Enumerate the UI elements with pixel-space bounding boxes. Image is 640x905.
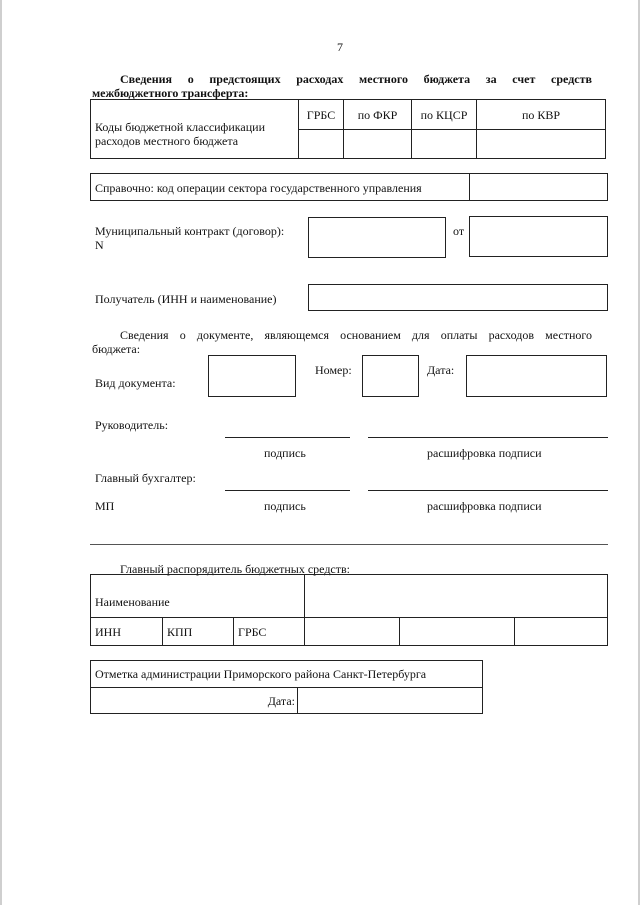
admin-mark-table bbox=[90, 660, 483, 714]
column-header-grbs: ГРБС bbox=[299, 100, 344, 130]
page-number: 7 bbox=[337, 40, 343, 54]
reference-code-field[interactable] bbox=[470, 174, 607, 200]
document-number-field[interactable] bbox=[362, 355, 419, 397]
grbs-value-cell-2[interactable] bbox=[515, 618, 608, 646]
inn-label: ИНН bbox=[95, 624, 121, 639]
chief-accountant-label: Главный бухгалтер: bbox=[95, 471, 196, 485]
name-label-cell bbox=[91, 575, 305, 618]
column-header-kvr: по КВР bbox=[477, 100, 606, 130]
contract-from-label: от bbox=[453, 224, 465, 238]
contract-label-line2: N bbox=[95, 238, 104, 252]
head-signature-line[interactable] bbox=[225, 437, 350, 438]
recipient-label: Получатель (ИНН и наименование) bbox=[95, 292, 277, 306]
kpp-label: КПП bbox=[167, 624, 193, 639]
stamp-label: МП bbox=[95, 499, 115, 513]
admin-date-field[interactable] bbox=[298, 688, 483, 714]
contract-label-line1: Муниципальный контракт (договор): bbox=[95, 224, 285, 238]
head-label: Руководитель: bbox=[95, 418, 169, 432]
accountant-signature-caption: подпись bbox=[264, 499, 306, 513]
column-header-fkr: по ФКР bbox=[344, 100, 412, 130]
section1-heading-line2: межбюджетного трансферта: bbox=[92, 86, 249, 100]
name-value-cell[interactable] bbox=[305, 575, 608, 618]
grbs-value-cell[interactable] bbox=[299, 130, 344, 159]
head-decoding-line[interactable] bbox=[368, 437, 608, 438]
classification-label-line2: расходов местного бюджета bbox=[95, 134, 239, 148]
kvr-value-cell[interactable] bbox=[477, 130, 606, 159]
budget-manager-heading: Главный распорядитель бюджетных средств: bbox=[120, 562, 350, 576]
head-signature-caption: подпись bbox=[264, 446, 306, 460]
document-intro-line1: Сведения о документе, являющемся основанием для оплаты расходов местного bbox=[120, 328, 592, 342]
accountant-decoding-caption: расшифровка подписи bbox=[427, 499, 542, 513]
column-header-kcsr: по КЦСР bbox=[412, 100, 477, 130]
fkr-value-cell[interactable] bbox=[344, 130, 412, 159]
document-date-field[interactable] bbox=[466, 355, 607, 397]
name-label: Наименование bbox=[95, 595, 170, 609]
kpp-value-cell[interactable] bbox=[400, 618, 515, 646]
reference-code-label: Справочно: код операции сектора государственного управления bbox=[95, 181, 422, 195]
recipient-field[interactable] bbox=[308, 284, 608, 311]
contract-date-field[interactable] bbox=[469, 216, 608, 257]
admin-date-label: Дата: bbox=[267, 693, 295, 708]
grbs-label: ГРБС bbox=[238, 624, 267, 639]
document-type-field[interactable] bbox=[208, 355, 296, 397]
accountant-decoding-line[interactable] bbox=[368, 490, 608, 491]
classification-label-line1: Коды бюджетной классификации bbox=[95, 120, 265, 134]
section-separator bbox=[90, 544, 608, 545]
left-scan-edge bbox=[0, 0, 2, 905]
section1-heading-line1: Сведения о предстоящих расходах местного бюджета за счет средств bbox=[120, 72, 592, 86]
accountant-signature-line[interactable] bbox=[225, 490, 350, 491]
budget-manager-table bbox=[90, 574, 608, 646]
document-number-label: Номер: bbox=[315, 363, 352, 377]
kpp-label-cell bbox=[163, 618, 234, 646]
head-decoding-caption: расшифровка подписи bbox=[427, 446, 542, 460]
admin-date-label-cell bbox=[91, 688, 298, 714]
inn-label-cell bbox=[91, 618, 163, 646]
document-type-label: Вид документа: bbox=[95, 376, 176, 390]
document-intro-line2: бюджета: bbox=[92, 342, 141, 356]
budget-classification-table bbox=[90, 99, 606, 159]
grbs-label-cell bbox=[234, 618, 305, 646]
contract-number-field[interactable] bbox=[308, 217, 446, 258]
admin-mark-title-cell bbox=[91, 661, 483, 688]
document-date-label: Дата: bbox=[427, 363, 455, 377]
kcsr-value-cell[interactable] bbox=[412, 130, 477, 159]
inn-value-cell[interactable] bbox=[305, 618, 400, 646]
classification-label-cell bbox=[91, 100, 299, 159]
admin-mark-title: Отметка администрации Приморского района Санкт-Петербурга bbox=[95, 667, 427, 681]
